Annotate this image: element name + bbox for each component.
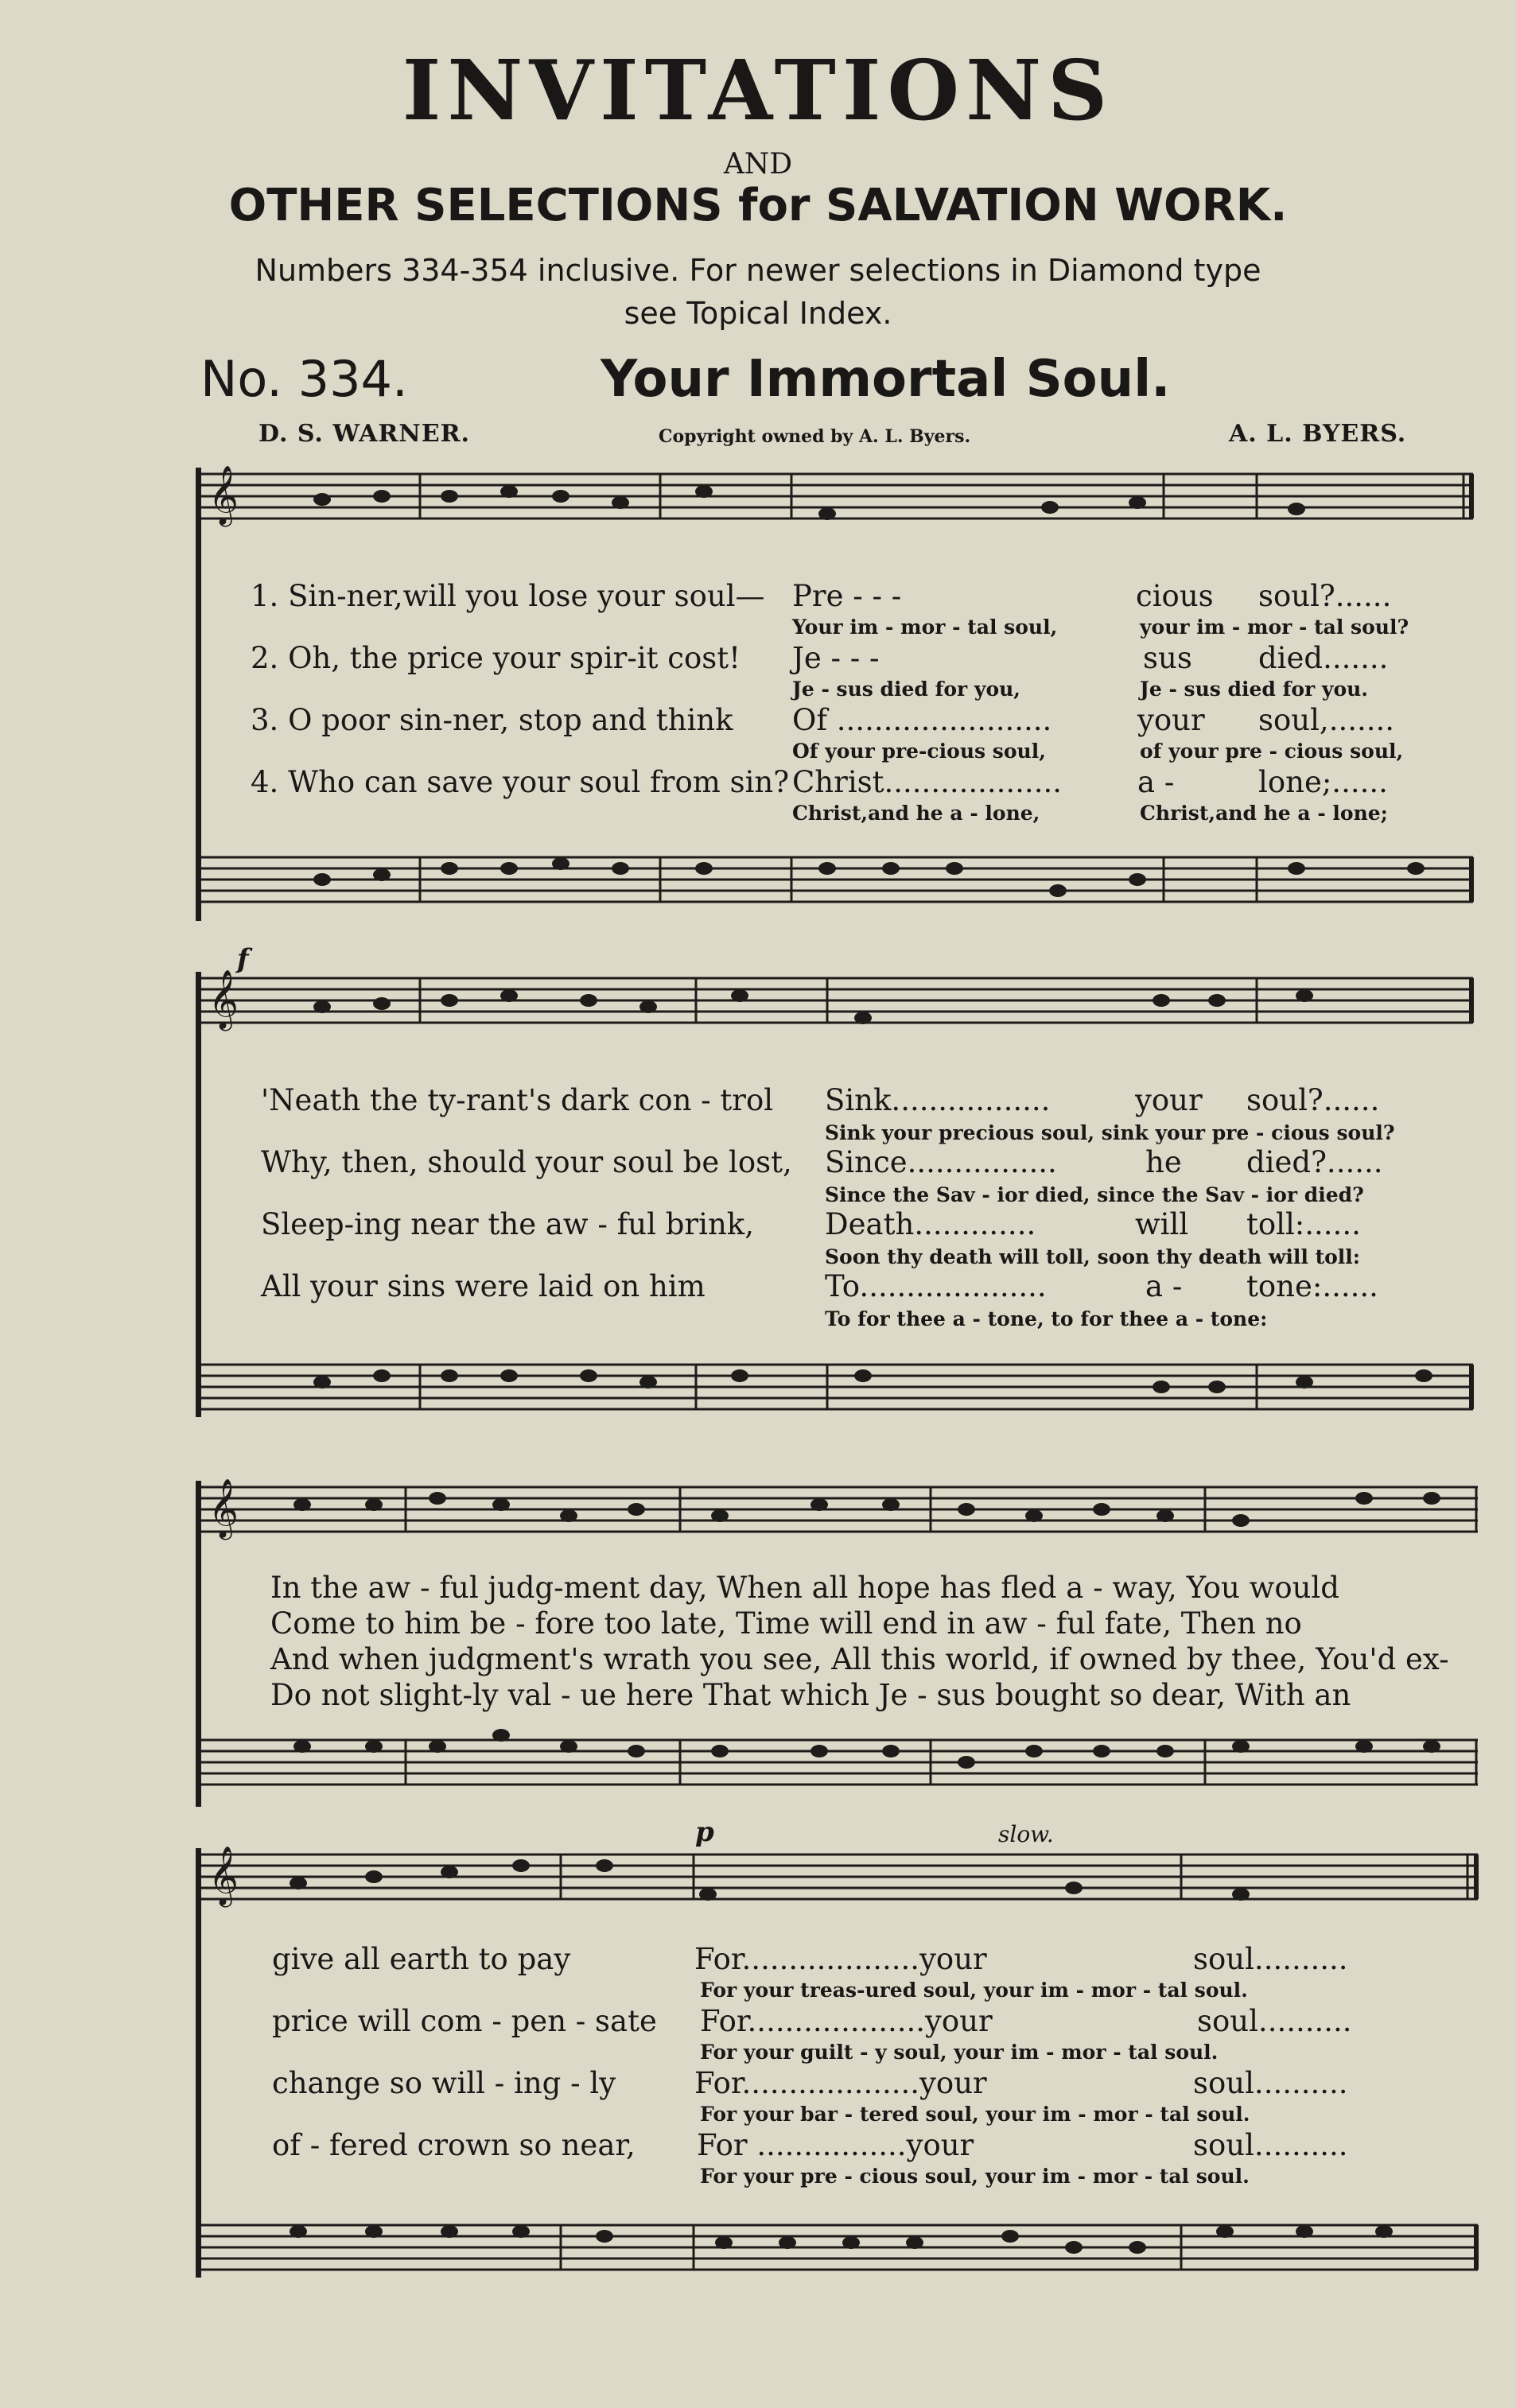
s1-verse-3-echo-2: of your pre - cious soul, <box>1140 740 1404 763</box>
s2-verse-4-tail-2: tone:...... <box>1246 1269 1378 1303</box>
s2-verse-2-main: Why, then, should your soul be lost, <box>261 1145 792 1179</box>
s1-verse-1-main: 1. Sin-ner,will you lose your soul— <box>251 579 765 613</box>
s4-verse-3-echo: For your bar - tered soul, your im - mor - tal soul. <box>700 2103 1250 2126</box>
hymn-author: D. S. WARNER. <box>258 420 470 448</box>
s1-verse-2-echo-2: Je - sus died for you. <box>1140 678 1368 701</box>
s1-verse-2-tail-1: sus <box>1143 641 1192 675</box>
index-note-line-2: see Topical Index. <box>624 296 892 331</box>
system-3-bass-staff <box>0 1734 1516 1805</box>
page-subtitle: OTHER SELECTIONS for SALVATION WORK. <box>228 180 1288 231</box>
s4-verse-4-tail: soul.......... <box>1193 2128 1348 2162</box>
s1-verse-2-tail-2: died....... <box>1258 641 1389 675</box>
s4-verse-3-refrain: For...................your <box>694 2066 987 2100</box>
s4-verse-4-echo: For your pre - cious soul, your im - mor - tal soul. <box>700 2165 1250 2188</box>
hymn-composer: A. L. BYERS. <box>1229 420 1407 448</box>
s2-verse-4-refrain: To.................... <box>825 1269 1047 1303</box>
s3-verse-4: Do not slight-ly val - ue here That which Je - sus bought so dear, With an <box>270 1678 1351 1712</box>
hymn-number: No. 334. <box>200 350 408 408</box>
s2-verse-2-refrain: Since................ <box>825 1145 1057 1179</box>
s4-verse-2-main: price will com - pen - sate <box>272 2004 657 2038</box>
s3-verse-2: Come to him be - fore too late, Time will end in aw - ful fate, Then no <box>270 1606 1302 1641</box>
s1-verse-3-echo-1: Of your pre-cious soul, <box>792 740 1046 763</box>
dynamic-piano: p <box>695 1816 714 1848</box>
s4-verse-3-main: change so will - ing - ly <box>272 2066 616 2100</box>
s2-verse-4-tail-1: a - <box>1145 1269 1183 1303</box>
svg-text:𝄞: 𝄞 <box>208 970 239 1029</box>
s2-verse-3-refrain: Death............. <box>825 1207 1036 1241</box>
s2-verse-1-tail-1: your <box>1135 1083 1203 1117</box>
s4-verse-3-tail: soul.......... <box>1193 2066 1348 2100</box>
s2-verse-4-main: All your sins were laid on him <box>261 1269 706 1303</box>
s1-verse-1-echo-1: Your im - mor - tal soul, <box>792 616 1058 639</box>
s1-verse-1-echo-2: your im - mor - tal soul? <box>1140 616 1409 639</box>
s4-verse-2-refrain: For...................your <box>700 2004 993 2038</box>
s2-verse-3-echo: Soon thy death will toll, soon thy death will toll: <box>825 1245 1361 1268</box>
s4-verse-4-refrain: For ................your <box>697 2128 974 2162</box>
s2-verse-2-tail-1: he <box>1145 1145 1182 1179</box>
system-2-treble-staff <box>0 972 1516 1043</box>
s1-verse-1-tail-1: cious <box>1136 579 1214 613</box>
system-1-treble-staff <box>0 468 1516 539</box>
s4-verse-2-echo: For your guilt - y soul, your im - mor - tal soul. <box>700 2041 1219 2064</box>
s1-verse-4-main: 4. Who can save your soul from sin? <box>251 765 790 799</box>
svg-text:𝄞: 𝄞 <box>208 466 239 525</box>
s2-verse-1-refrain: Sink................. <box>825 1083 1051 1117</box>
page-title-and: AND <box>723 148 793 181</box>
s1-verse-2-echo-1: Je - sus died for you, <box>792 678 1020 701</box>
hymn-copyright: Copyright owned by A. L. Byers. <box>659 426 971 447</box>
system-3-treble-staff <box>0 1481 1516 1552</box>
s1-verse-4-refrain: Christ................... <box>792 765 1062 799</box>
hymn-title: Your Immortal Soul. <box>601 350 1171 409</box>
s4-verse-1-main: give all earth to pay <box>272 1942 571 1976</box>
dynamic-forte: f <box>237 943 249 975</box>
system-2-bass-staff <box>0 1358 1516 1430</box>
s1-verse-1-tail-2: soul?...... <box>1258 579 1392 613</box>
system-1-bass-staff <box>0 851 1516 922</box>
svg-text:𝄞: 𝄞 <box>208 1479 239 1538</box>
s1-verse-1-refrain: Pre - - - <box>792 579 902 613</box>
s2-verse-3-main: Sleep-ing near the aw - ful brink, <box>261 1207 754 1241</box>
dynamic-slow: slow. <box>998 1821 1054 1847</box>
s2-verse-1-main: 'Neath the ty-rant's dark con - trol <box>261 1083 774 1117</box>
s2-verse-1-echo: Sink your precious soul, sink your pre - cious soul? <box>825 1121 1395 1144</box>
index-note-line-1: Numbers 334-354 inclusive. For newer selections in Diamond type <box>255 253 1261 288</box>
s1-verse-4-tail-1: a - <box>1137 765 1175 799</box>
s1-verse-4-echo-2: Christ,and he a - lone; <box>1140 802 1388 825</box>
s1-verse-2-main: 2. Oh, the price your spir-it cost! <box>251 641 741 675</box>
s1-verse-3-tail-2: soul,....... <box>1258 703 1395 737</box>
s1-verse-2-refrain: Je - - - <box>792 641 880 675</box>
s2-verse-3-tail-1: will <box>1135 1207 1189 1241</box>
s4-verse-1-echo: For your treas-ured soul, your im - mor - tal soul. <box>700 1979 1248 2002</box>
s4-verse-2-tail: soul.......... <box>1197 2004 1352 2038</box>
s1-verse-3-main: 3. O poor sin-ner, stop and think <box>251 703 733 737</box>
s2-verse-2-tail-2: died?...... <box>1246 1145 1383 1179</box>
s2-verse-2-echo: Since the Sav - ior died, since the Sav - ior died? <box>825 1183 1364 1206</box>
system-4-bass-staff <box>0 2219 1516 2290</box>
s4-verse-1-refrain: For...................your <box>694 1942 987 1976</box>
system-4-treble-staff <box>0 1848 1516 1920</box>
s1-verse-3-refrain: Of ....................... <box>792 703 1052 737</box>
s1-verse-4-echo-1: Christ,and he a - lone, <box>792 802 1040 825</box>
s4-verse-1-tail: soul.......... <box>1193 1942 1348 1976</box>
s1-verse-3-tail-1: your <box>1137 703 1205 737</box>
page-title: INVITATIONS <box>402 41 1114 139</box>
s3-verse-3: And when judgment's wrath you see, All this world, if owned by thee, You'd ex- <box>270 1642 1449 1676</box>
s1-verse-4-tail-2: lone;...... <box>1258 765 1388 799</box>
s4-verse-4-main: of - fered crown so near, <box>272 2128 636 2162</box>
svg-text:𝄞: 𝄞 <box>208 1847 239 1905</box>
s3-verse-1: In the aw - ful judg-ment day, When all hope has fled a - way, You would <box>270 1571 1339 1605</box>
s2-verse-1-tail-2: soul?...... <box>1246 1083 1380 1117</box>
s2-verse-4-echo: To for thee a - tone, to for thee a - tone: <box>825 1307 1268 1330</box>
s2-verse-3-tail-2: toll:...... <box>1246 1207 1361 1241</box>
